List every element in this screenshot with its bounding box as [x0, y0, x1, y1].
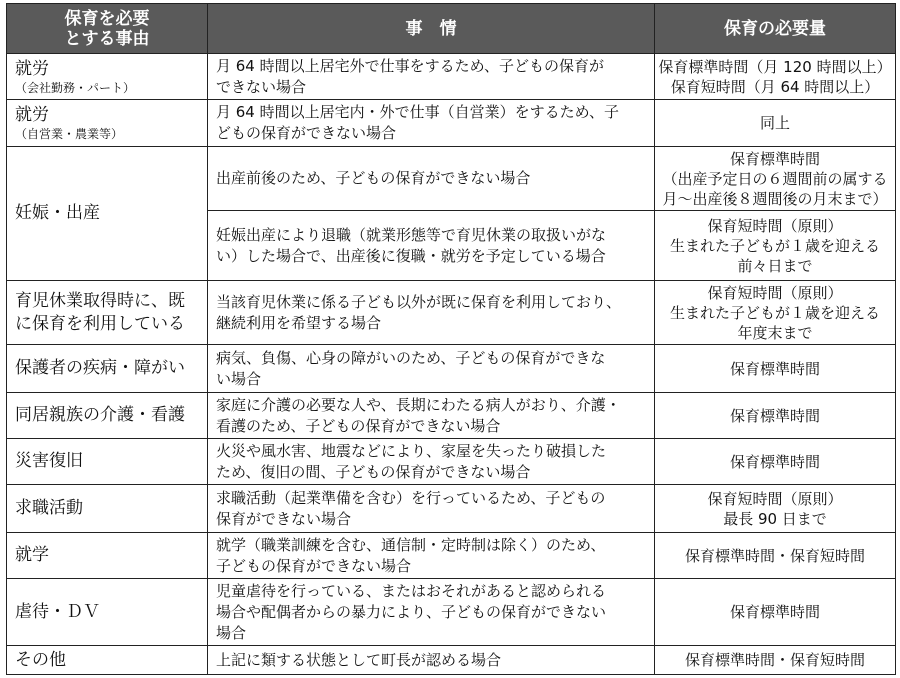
reason-subtext: （会社勤務・パート）: [15, 80, 136, 95]
circumstance-line: い場合: [216, 369, 262, 388]
table-row: [7, 147, 896, 211]
amount-line: 生まれた子どもが１歳を迎える: [669, 236, 880, 255]
table-row: [7, 100, 896, 147]
circumstance-cell: [208, 100, 655, 147]
circumstance-line: 出産前後のため、子どもの保育ができない場合: [216, 169, 531, 187]
reason-text: に保育を利用している: [15, 313, 185, 334]
amount-line: 保育短時間（原則）: [707, 489, 843, 508]
amount-cell: [655, 439, 896, 485]
amount-line: 保育短時間（原則）: [707, 283, 843, 302]
amount-line: 保育標準時間・保育短時間: [684, 546, 865, 565]
table-row: [7, 54, 896, 100]
header-row: [7, 4, 896, 54]
circumstance-line: 継続利用を希望する場合: [216, 313, 382, 332]
amount-cell: [655, 345, 896, 393]
table-row: [7, 393, 896, 439]
reason-text: 災害復旧: [15, 451, 83, 471]
circumstance-line: 火災や風水害、地震などにより、家屋を失ったり破損した: [216, 441, 607, 460]
amount-cell: [655, 54, 896, 100]
amount-line: 保育標準時間: [729, 406, 820, 425]
circumstance-cell: [208, 579, 655, 646]
amount-line: （出産予定日の６週間前の属する: [662, 169, 888, 188]
circumstance-line: 当該育児休業に係る子ども以外が既に保育を利用しており、: [216, 292, 622, 311]
circumstance-cell: [208, 147, 655, 211]
reason-text: 就学: [15, 545, 49, 565]
amount-cell: [655, 393, 896, 439]
amount-cell: [655, 281, 896, 345]
reason-cell: [7, 345, 208, 393]
circumstance-line: 場合や配偶者からの暴力により、子どもの保育ができない: [216, 602, 607, 621]
amount-line: 保育標準時間・保育短時間: [684, 651, 865, 669]
circumstance-cell: [208, 439, 655, 485]
table-row: [7, 439, 896, 485]
amount-line: 保育短時間（月 64 時間以上）: [670, 77, 880, 96]
childcare-need-table: [6, 3, 896, 675]
reason-cell: [7, 533, 208, 579]
circumstance-line: 月 64 時間以上居宅内・外で仕事（自営業）をするため、子: [216, 103, 620, 121]
circumstance-line: できない場合: [216, 77, 307, 96]
reason-text: 保護者の疾病・障がい: [15, 358, 185, 378]
amount-line: 保育標準時間: [729, 452, 820, 471]
header-reason-line2: とする事由: [64, 28, 150, 49]
circumstance-line: 就学（職業訓練を含む、通信制・定時制は除く）のため、: [216, 535, 606, 554]
circumstance-cell: [208, 393, 655, 439]
amount-line: 同上: [759, 114, 790, 132]
reason-text: 就労: [15, 105, 49, 125]
amount-cell: [655, 579, 896, 646]
reason-cell: [7, 485, 208, 533]
reason-cell: [7, 281, 208, 345]
circumstance-line: 保育ができない場合: [216, 509, 352, 528]
table-row: [7, 281, 896, 345]
circumstance-cell: [208, 533, 655, 579]
circumstance-line: どもの保育ができない場合: [216, 124, 397, 142]
circumstance-line: 妊娠出産により退職（就業形態等で育児休業の取扱いがな: [216, 225, 607, 244]
amount-cell: [655, 147, 896, 211]
circumstance-line: 病気、負傷、心身の障がいのため、子どもの保育ができな: [216, 348, 606, 367]
reason-cell: [7, 579, 208, 646]
amount-cell: [655, 646, 896, 675]
reason-text: 同居親族の介護・看護: [15, 405, 185, 425]
reason-cell: [7, 646, 208, 675]
amount-line: 保育標準時間: [729, 149, 820, 168]
circumstance-line: 上記に類する状態として町長が認める場合: [216, 650, 502, 669]
amount-line: 前々日まで: [737, 256, 813, 275]
reason-cell: [7, 393, 208, 439]
table-row: [7, 533, 896, 579]
table-row: [7, 485, 896, 533]
reason-text: その他: [15, 649, 66, 670]
reason-text: 求職活動: [15, 498, 83, 518]
circumstance-line: 家庭に介護の必要な人や、長期にわたる病人がおり、介護・: [216, 395, 621, 414]
circumstance-line: 場合: [216, 623, 247, 642]
table-row: [7, 646, 896, 675]
reason-text: 虐待・ＤＶ: [15, 601, 100, 622]
amount-cell: [655, 211, 896, 281]
circumstance-cell: [208, 211, 655, 281]
reason-cell: [7, 54, 208, 100]
amount-line: 月～出産後８週間後の月末まで）: [662, 189, 888, 208]
amount-line: 保育標準時間: [729, 359, 820, 378]
amount-line: 保育標準時間（月 120 時間以上）: [658, 57, 892, 76]
amount-cell: [655, 485, 896, 533]
circumstance-cell: [208, 345, 655, 393]
reason-cell: [7, 100, 208, 147]
circumstance-cell: [208, 485, 655, 533]
header-reason-line1: 保育を必要: [64, 8, 150, 29]
table-row: [7, 345, 896, 393]
circumstance-line: 子どもの保育ができない場合: [216, 556, 412, 575]
header-amount: 保育の必要量: [655, 4, 896, 54]
circumstance-line: ため、復旧の間、子どもの保育ができない場合: [216, 462, 531, 481]
circumstance-line: 看護のため、子どもの保育ができない場合: [216, 416, 501, 435]
header-circumstances: 事 情: [208, 4, 655, 54]
reason-text: 妊娠・出産: [15, 203, 100, 223]
circumstance-cell: [208, 281, 655, 345]
reason-text: 就労: [15, 58, 49, 79]
reason-cell: [7, 439, 208, 485]
amount-line: 保育短時間（原則）: [707, 216, 843, 235]
reason-text: 育児休業取得時に、既: [15, 290, 185, 311]
amount-line: 保育標準時間: [729, 603, 820, 621]
circumstance-line: 児童虐待を行っている、またはおそれがあると認められる: [216, 581, 607, 600]
circumstance-cell: [208, 646, 655, 675]
reason-cell: [7, 147, 208, 281]
amount-cell: [655, 100, 896, 147]
table-row: [7, 579, 896, 646]
amount-cell: [655, 533, 896, 579]
amount-line: 年度末まで: [737, 323, 813, 342]
circumstance-line: 月 64 時間以上居宅外で仕事をするため、子どもの保育が: [216, 56, 605, 75]
header-reason: [7, 4, 208, 54]
circumstance-cell: [208, 54, 655, 100]
circumstance-line: 求職活動（起業準備を含む）を行っているため、子どもの: [216, 488, 606, 507]
amount-line: 生まれた子どもが１歳を迎える: [669, 303, 880, 322]
circumstance-line: い）した場合で、出産後に復職・就労を予定している場合: [216, 246, 606, 265]
amount-line: 最長 90 日まで: [723, 509, 827, 528]
reason-subtext: （自営業・農業等）: [15, 127, 124, 141]
